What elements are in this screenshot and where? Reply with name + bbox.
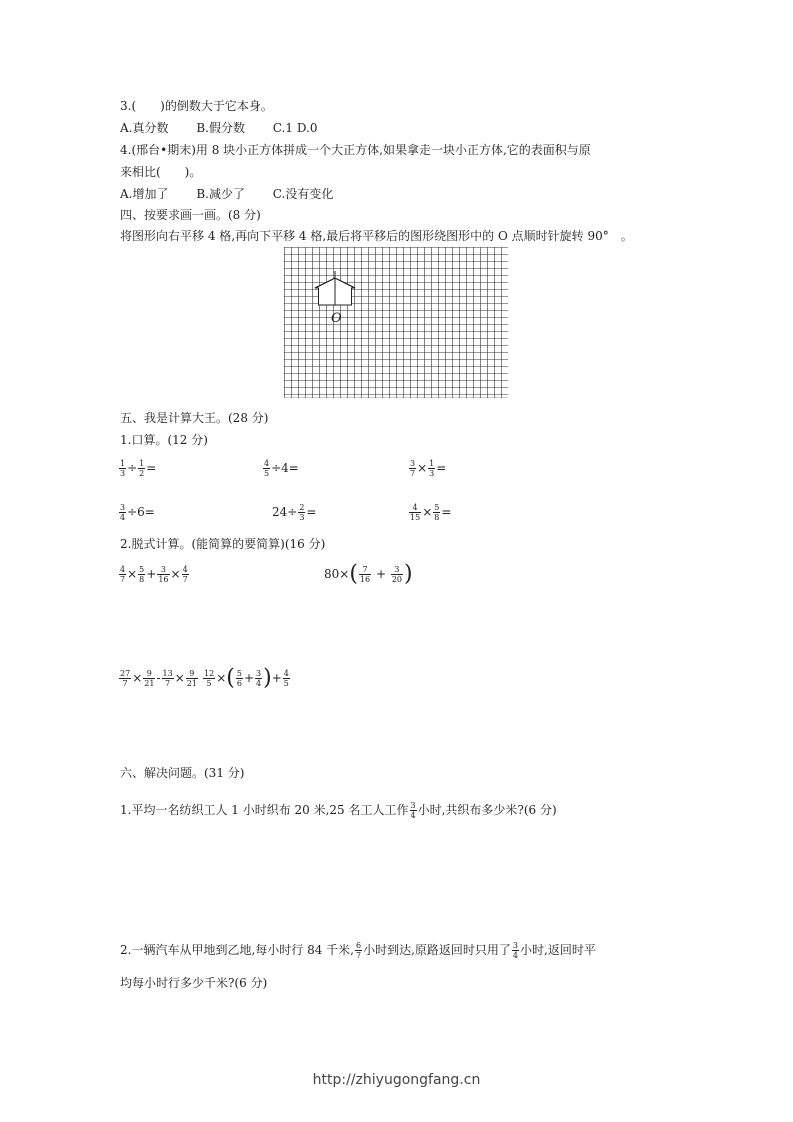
section-4-title: 四、按要求画一画。(8 分)	[120, 208, 261, 222]
fraction: $\frac{3}{4}$	[410, 801, 416, 820]
oral-item-6: $\frac{4}{15}$ × $\frac{5}{8}$ =	[410, 503, 452, 522]
step-expr-1: $\frac{4}{7}$ × $\frac{5}{8}$ + $\frac{3}{16}$ × $\frac{4}{7}$	[120, 565, 188, 584]
fraction: $\frac{12}{5}$	[204, 669, 215, 688]
problem-2-line1: 2.一辆汽车从甲地到乙地,每小时行 84 千米, $\frac{6}{7}$ 小时到达,原路返回时只用了 $\frac{3}{4}$ 小时,返回时平	[120, 941, 596, 960]
fraction: $\frac{4}{5}$	[283, 669, 289, 688]
fraction: $\frac{27}{7}$	[120, 669, 131, 688]
section-4-instruction: 将图形向右平移 4 格,再向下平移 4 格,最后将平移后的图形绕图形中的 O 点顺时针旋转 90° 。	[120, 229, 633, 243]
fraction: $\frac{7}{16}$	[359, 565, 371, 584]
drawing-grid	[284, 247, 508, 398]
oral-item-5: 24÷ $\frac{2}{3}$ =	[272, 503, 317, 522]
grid-svg	[284, 247, 508, 398]
oral-item-4: $\frac{3}{4}$ ÷6=	[120, 503, 155, 522]
fraction: $\frac{4}{7}$	[182, 565, 188, 584]
section-5-title: 五、我是计算大王。(28 分)	[120, 411, 269, 425]
step-expr-3: $\frac{27}{7}$ × $\frac{9}{21}$ - $\frac{13}{7}$ × $\frac{9}{21}$	[120, 669, 197, 688]
fraction: $\frac{3}{4}$	[120, 503, 126, 522]
fraction: $\frac{5}{8}$	[139, 565, 145, 584]
fraction: $\frac{9}{21}$	[186, 669, 197, 688]
oral-item-1: $\frac{1}{3}$ ÷ $\frac{1}{2}$ =	[120, 459, 157, 478]
fraction: $\frac{9}{21}$	[144, 669, 155, 688]
section-6-title: 六、解决问题。(31 分)	[120, 766, 245, 780]
question-3-options	[120, 120, 317, 136]
oral-title: 1.口算。(12 分)	[120, 433, 208, 447]
step-title: 2.脱式计算。(能简算的要简算)(16 分)	[120, 537, 326, 551]
fraction: $\frac{1}{3}$	[429, 459, 435, 478]
fraction: $\frac{3}{4}$	[512, 941, 518, 960]
step-expr-4: $\frac{12}{5}$ ×( $\frac{5}{6}$ + $\frac{3}{4}$ )+ $\frac{4}{5}$	[204, 665, 289, 691]
fraction: $\frac{3}{7}$	[410, 459, 416, 478]
question-4-line2: 来相比( )。	[120, 165, 202, 179]
option-d: D.0	[296, 121, 318, 135]
fraction: $\frac{3}{16}$	[158, 565, 169, 584]
step-expr-2: 80×( $\frac{7}{16}$ + $\frac{3}{20}$ )	[324, 561, 413, 587]
problem-1: 1.平均一名纺织工人 1 小时织布 20 米,25 名工人工作 $\frac{3}{4}$ 小时,共织布多少米?(6 分)	[120, 801, 557, 820]
fraction: $\frac{2}{3}$	[299, 503, 305, 522]
fraction: $\frac{4}{7}$	[120, 565, 126, 584]
fraction: $\frac{4}{15}$	[410, 503, 421, 522]
fraction: $\frac{13}{7}$	[162, 669, 173, 688]
fraction: $\frac{6}{7}$	[355, 941, 362, 960]
grid-lines	[284, 247, 508, 398]
fraction: $\frac{5}{6}$	[236, 669, 242, 688]
fraction: $\frac{3}{20}$	[391, 565, 403, 584]
fraction: $\frac{1}{2}$	[139, 459, 145, 478]
oral-item-2: $\frac{4}{5}$ ÷4=	[264, 459, 299, 478]
fraction: $\frac{4}{5}$	[264, 459, 270, 478]
option-c: C.1	[272, 121, 293, 135]
question-4-line1: 4.(邢台•期末)用 8 块小正方体拼成一个大正方体,如果拿走一块小正方体,它的表面积与原	[120, 143, 591, 157]
option-a: A.真分数	[120, 121, 169, 135]
fraction: $\frac{3}{4}$	[256, 669, 262, 688]
problem-2-line2: 均每小时行多少千米?(6 分)	[120, 976, 268, 990]
point-o-label: O	[331, 311, 342, 326]
question-4-options	[120, 186, 333, 202]
option-b: B.减少了	[196, 187, 245, 201]
oral-item-3: $\frac{3}{7}$ × $\frac{1}{3}$ =	[410, 459, 447, 478]
question-3-text: 3.( )的倒数大于它本身。	[120, 99, 273, 113]
fraction: $\frac{1}{3}$	[120, 459, 126, 478]
question-3	[120, 98, 273, 114]
option-b: B.假分数	[196, 121, 245, 135]
option-c: C.没有变化	[272, 187, 334, 201]
footer-url[interactable]: http://zhiyugongfang.cn	[312, 1072, 481, 1088]
fraction: $\frac{5}{8}$	[434, 503, 440, 522]
option-a: A.增加了	[120, 187, 169, 201]
